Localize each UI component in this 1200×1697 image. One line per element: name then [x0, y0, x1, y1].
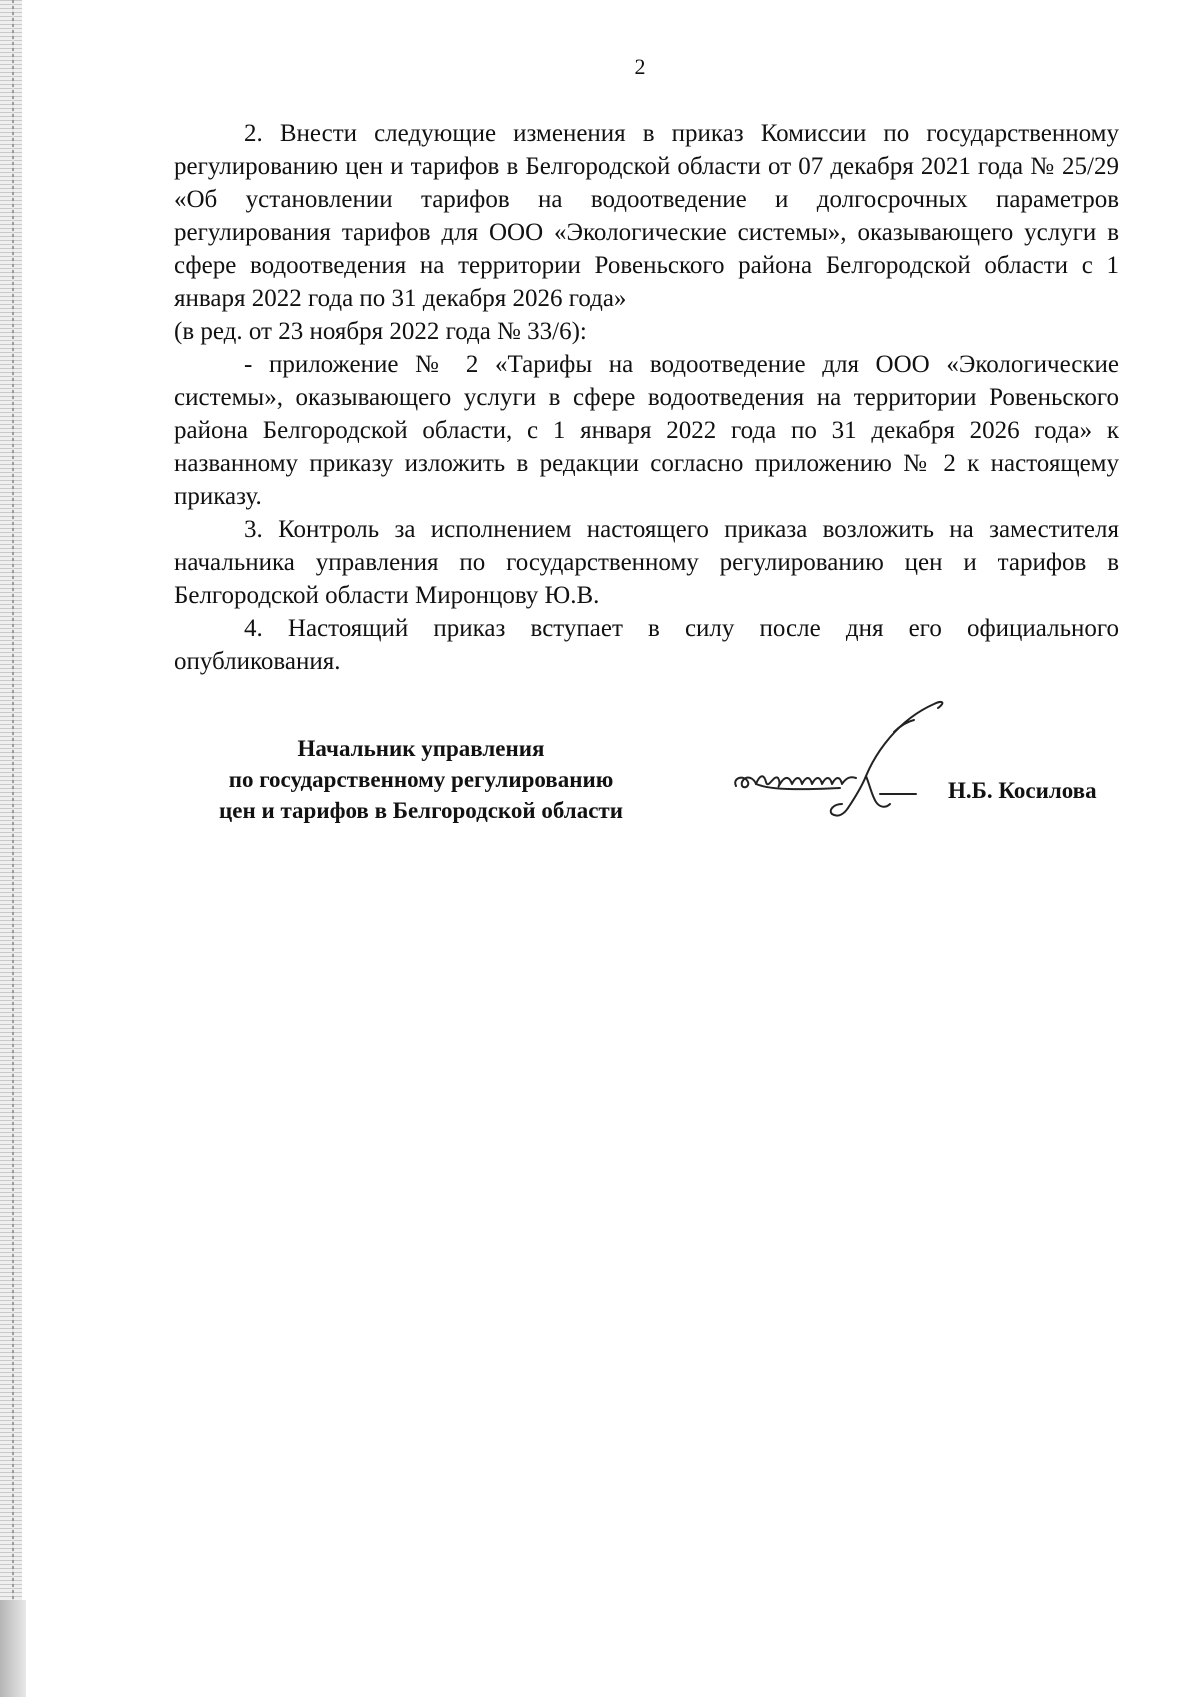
scan-edge-corner — [0, 1600, 26, 1697]
paragraph-4: 4. Настоящий приказ вступает в силу после дня его официального опубликования. — [174, 615, 1119, 675]
page-number: 2 — [634, 54, 646, 79]
paragraph-3: 3. Контроль за исполнением настоящего приказа возложить на заместителя начальника управления по государственному регулированию цен и тарифов в Белгородской области Миронцову Ю.В. — [174, 516, 1119, 609]
scan-edge-perforation — [12, 0, 14, 1697]
handwritten-signature — [730, 690, 970, 830]
document-body — [174, 117, 1119, 678]
signatory-title-line-3: цен и тарифов в Белгородской области — [219, 798, 623, 823]
paragraph-2-item: - приложение № 2 «Тарифы на водоотведение для ООО «Экологические системы», оказывающего услуги в сфере водоотведения на территории Ровеньского района Белгородской области, с 1 января 2022 года по 31 декабря 2026 года» к названному приказу изложить в редакции согласно приложению № 2 к настоящему приказу. — [174, 351, 1119, 510]
signatory-title-line-2: по государственному регулированию — [228, 767, 614, 792]
signer-name: Н.Б. Косилова — [948, 778, 1097, 803]
scan-edge-shadow — [0, 0, 22, 1697]
paragraph-2: 2. Внести следующие изменения в приказ Комиссии по государственному регулированию цен и тарифов в Белгородской области от 07 декабря 2021 года № 25/29 «Об установлении тарифов на водоотведение и долгосрочных параметров регулирования тарифов для ООО «Экологические системы», оказывающего услуги в сфере водоотведения на территории Ровеньского района Белгородской области с 1 января 2022 года по 31 декабря 2026 года» — [174, 120, 1119, 312]
signatory-title — [176, 733, 666, 826]
signatory-title-line-1: Начальник управления — [297, 736, 545, 761]
paragraph-2-reference: (в ред. от 23 ноября 2022 года № 33/6): — [174, 318, 587, 345]
